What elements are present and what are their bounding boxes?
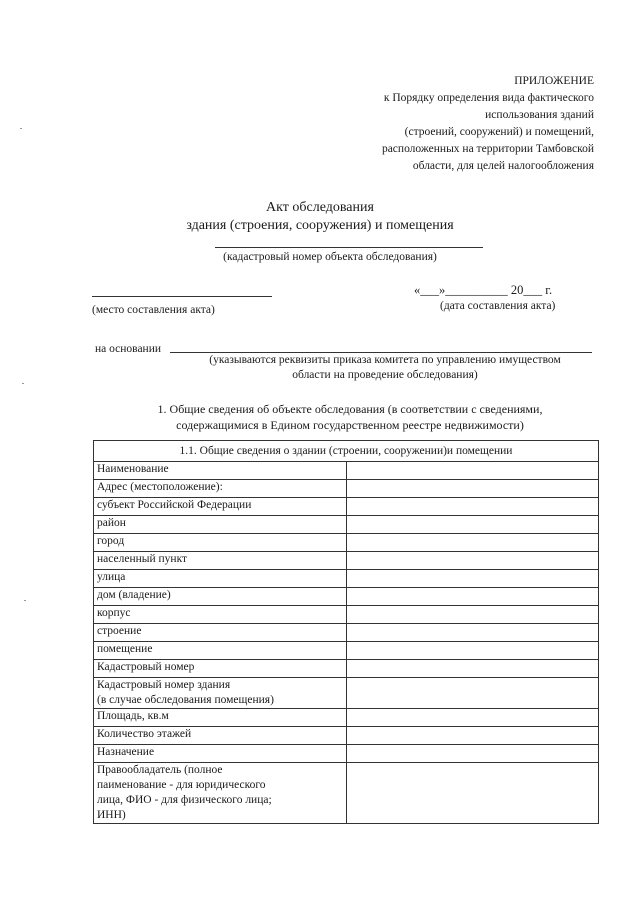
row-label: Кадастровый номер [94,660,347,678]
cadastral-number-line [215,247,483,248]
date-caption: (дата составления акта) [440,300,556,312]
table-row [94,480,599,498]
row-value-cell [346,570,599,588]
appendix-line: ПРИЛОЖЕНИЕ [514,75,594,87]
row-label: улица [94,570,347,588]
scan-speck [20,128,22,129]
table-row [94,606,599,624]
appendix-line: (строений, сооружений) и помещений, [404,126,594,138]
table-header: 1.1. Общие сведения о здании (строении, сооружении)и помещении [94,441,599,462]
row-value-cell [346,709,599,727]
table-row [94,624,599,642]
row-value-cell [346,660,599,678]
table-row [94,552,599,570]
section-1-line: содержащимися в Едином государственном реестре недвижимости) [176,418,524,432]
appendix-line: к Порядку определения вида фактического [383,92,594,104]
table-header-row [94,441,599,462]
row-value-cell [346,588,599,606]
table-row [94,727,599,745]
table-row [94,498,599,516]
act-title: Акт обследования [266,200,374,215]
row-value-cell [346,534,599,552]
row-label-line: Правообладатель (полное [97,764,223,776]
object-info-table [93,440,599,824]
table-row [94,745,599,763]
appendix-line: использования зданий [485,109,594,121]
row-label-line: Кадастровый номер здания [97,679,231,691]
table-row [94,570,599,588]
place-line [92,296,272,297]
table-row [94,763,599,824]
row-value-cell [346,462,599,480]
scan-speck [22,383,24,384]
row-label: район [94,516,347,534]
row-label: Наименование [94,462,347,480]
table-row [94,678,599,709]
basis-note-line: области на проведение обследования) [292,369,478,381]
date-field: «___»__________ 20___ г. [414,283,553,297]
basis-note [175,353,595,383]
section-1-line: 1. Общие сведения об объекте обследования (в соответствии с сведениями, [157,402,543,416]
row-value-cell [346,763,599,824]
table-row [94,588,599,606]
row-value-cell [346,727,599,745]
table-row [94,462,599,480]
row-value-cell [346,552,599,570]
row-label: корпус [94,606,347,624]
row-label: город [94,534,347,552]
cadastral-caption: (кадастровый номер объекта обследования) [223,251,437,263]
row-label-line: паименование - для юридического [97,779,266,791]
row-label: помещение [94,642,347,660]
row-label: Адрес (местоположение): [94,480,347,498]
basis-label: на основании [95,343,162,355]
section-1-heading [110,401,590,433]
row-value-cell [346,642,599,660]
appendix-block [294,73,594,175]
row-label: строение [94,624,347,642]
row-value-cell [346,498,599,516]
row-label: дом (владение) [94,588,347,606]
row-label-line: (в случае обследования помещения) [97,694,274,706]
basis-note-line: (указываются реквизиты приказа комитета по управлению имуществом [209,354,561,366]
row-label-line: лица, ФИО - для физического лица; [97,794,272,806]
row-label: Площадь, кв.м [94,709,347,727]
scan-speck [24,600,26,601]
row-label: Назначение [94,745,347,763]
row-label [94,678,347,709]
appendix-line: расположенных на территории Тамбовской [381,143,594,155]
table-row [94,534,599,552]
row-value-cell [346,745,599,763]
row-value-cell [346,624,599,642]
table-row [94,709,599,727]
row-label: Количество этажей [94,727,347,745]
table-row [94,642,599,660]
row-value-cell [346,678,599,709]
table-row [94,516,599,534]
act-subtitle: здания (строения, сооружения) и помещения [186,218,454,233]
row-label [94,763,347,824]
row-value-cell [346,516,599,534]
place-caption: (место составления акта) [92,304,215,316]
row-value-cell [346,480,599,498]
row-label: субъект Российской Федерации [94,498,347,516]
row-label-line: ИНН) [97,809,126,821]
row-label: населенный пункт [94,552,347,570]
row-value-cell [346,606,599,624]
table-row [94,660,599,678]
appendix-line: области, для целей налогообложения [412,160,594,172]
